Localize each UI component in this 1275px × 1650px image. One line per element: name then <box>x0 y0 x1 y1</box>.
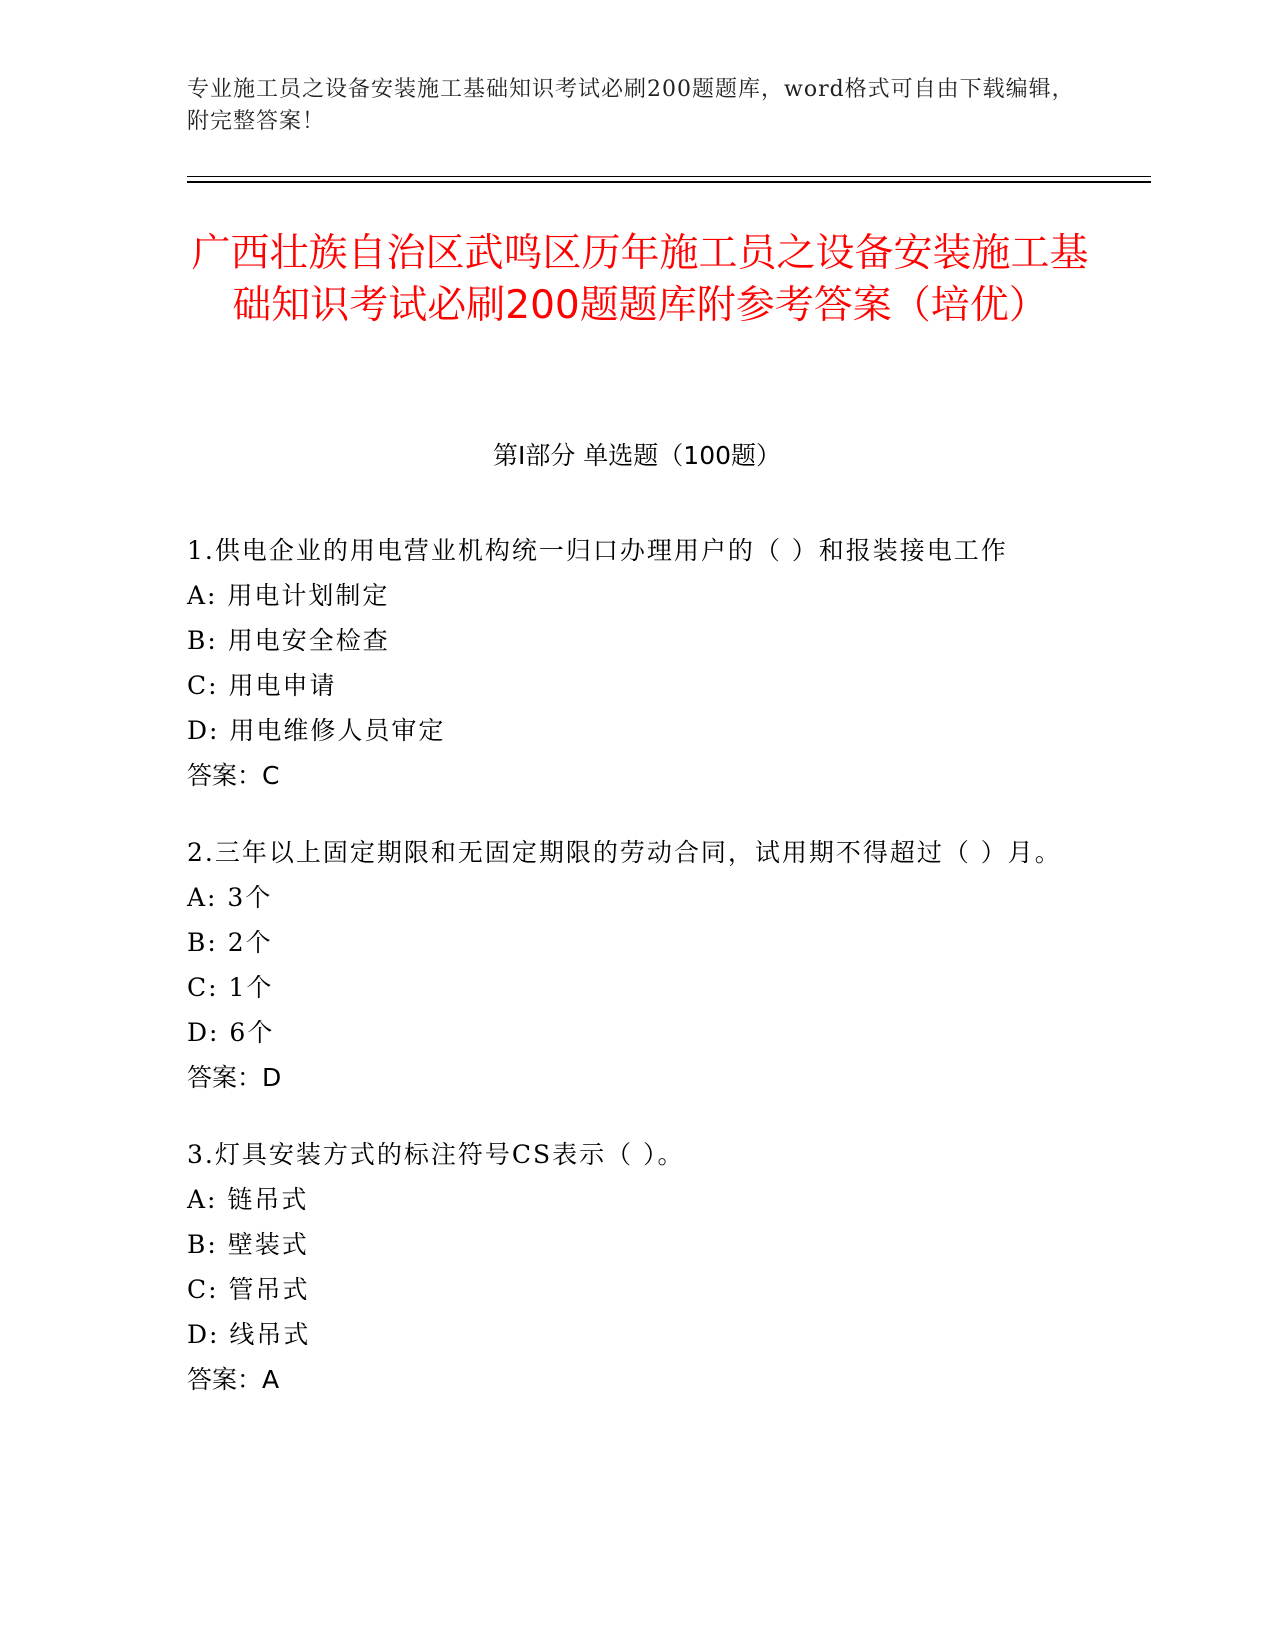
header-divider-thin <box>187 176 1151 177</box>
answer: 答案：C <box>187 761 280 790</box>
option-b: B: 壁装式 <box>187 1230 309 1259</box>
option-d: D: 6个 <box>187 1018 275 1047</box>
header-note: 专业施工员之设备安装施工基础知识考试必刷200题题库，word格式可自由下载编辑，附完整答案！ <box>187 77 1075 134</box>
option-c: C: 管吊式 <box>187 1275 310 1304</box>
option-d: D: 用电维修人员审定 <box>187 716 446 745</box>
option-b: B: 2个 <box>187 928 273 957</box>
section-title: 第I部分 单选题（100题） <box>492 441 782 470</box>
answer: 答案：D <box>187 1063 282 1092</box>
question-3 <box>187 1132 1067 1402</box>
question-list <box>187 528 1067 1434</box>
question-stem: 1.供电企业的用电营业机构统一归口办理用户的（ ）和报装接电工作 <box>187 536 1008 565</box>
option-a: A: 用电计划制定 <box>187 581 390 610</box>
option-b: B: 用电安全检查 <box>187 626 390 655</box>
option-c: C: 1个 <box>187 973 274 1002</box>
question-stem: 3.灯具安装方式的标注符号CS表示（ ）。 <box>187 1140 685 1169</box>
question-2 <box>187 830 1067 1100</box>
answer: 答案：A <box>187 1365 280 1394</box>
question-1 <box>187 528 1067 798</box>
option-a: A: 链吊式 <box>187 1185 309 1214</box>
option-c: C: 用电申请 <box>187 671 337 700</box>
option-d: D: 线吊式 <box>187 1320 311 1349</box>
document-title: 广西壮族自治区武鸣区历年施工员之设备安装施工基础知识考试必刷200题题库附参考答案（培优） <box>191 231 1089 328</box>
header-divider-thick <box>187 181 1151 183</box>
option-a: A: 3个 <box>187 883 273 912</box>
question-stem: 2.三年以上固定期限和无固定期限的劳动合同，试用期不得超过（ ）月。 <box>187 838 1062 867</box>
